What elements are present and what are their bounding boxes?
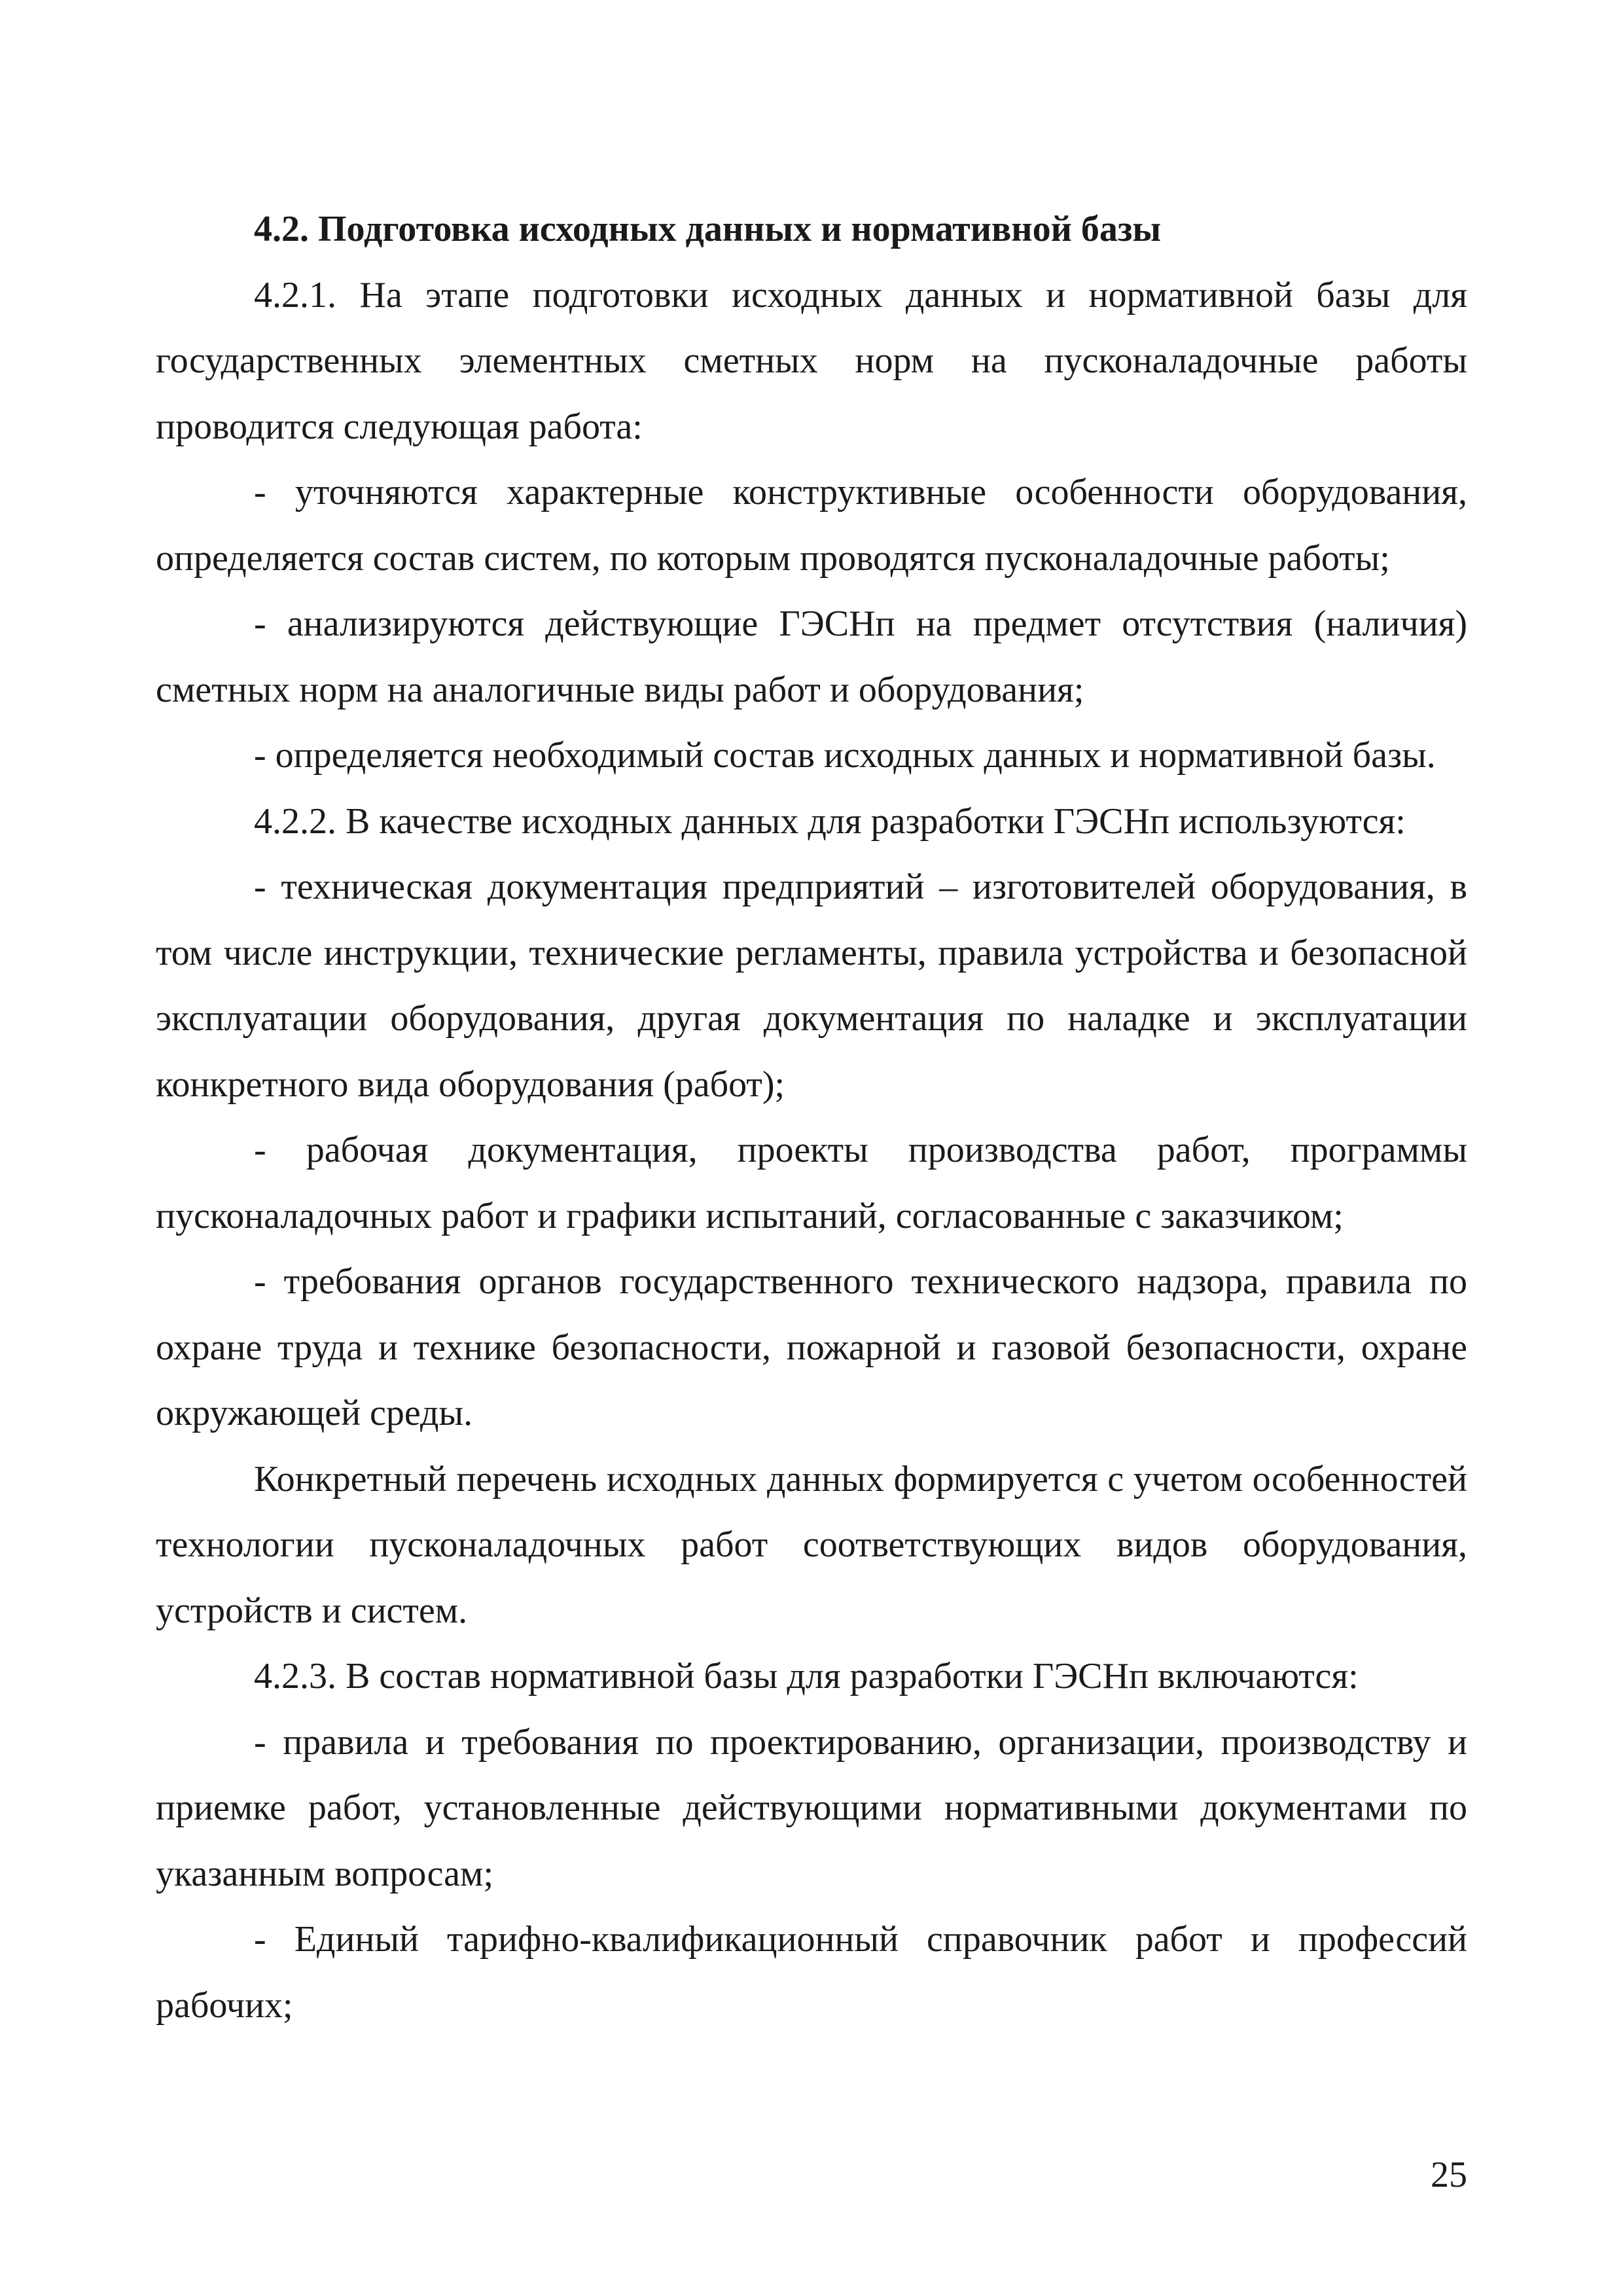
list-item-working-documentation: - рабочая документация, проекты производства работ, программы пусконаладочных работ и графики испытаний, согласованные с заказчиком; xyxy=(156,1130,1467,1236)
paragraph-4-2-1: 4.2.1. На этапе подготовки исходных данных и нормативной базы для государственных элементных сметных норм на пусконаладочные работы проводится следующая работа: xyxy=(156,274,1467,447)
paragraph-4-2-3: 4.2.3. В состав нормативной базы для разработки ГЭСНп включаются: xyxy=(254,1656,1359,1696)
list-item-determine-data: - определяется необходимый состав исходных данных и нормативной базы. xyxy=(254,735,1436,776)
section-heading: 4.2. Подготовка исходных данных и нормативной базы xyxy=(254,209,1162,249)
list-item-technical-documentation: - техническая документация предприятий – изготовителей оборудования, в том числе инструкции, технические регламенты, правила устройства и безопасной эксплуатации оборудования, другая документация по наладке и эксплуатации конкретного вида оборудования (работ); xyxy=(156,867,1467,1105)
list-item-supervision-requirements: - требования органов государственного технического надзора, правила по охране труда и технике безопасности, пожарной и газовой безопасности, охране окружающей среды. xyxy=(156,1261,1467,1433)
document-page xyxy=(156,196,1467,2038)
list-item-rules-requirements: - правила и требования по проектированию, организации, производству и приемке работ, установленные действующими нормативными документами по указанным вопросам; xyxy=(156,1721,1467,1894)
list-item-analyze-gesnp: - анализируются действующие ГЭСНп на предмет отсутствия (наличия) сметных норм на аналогичные виды работ и оборудования; xyxy=(156,603,1467,710)
list-item-tariff-handbook: - Единый тарифно-квалификационный справочник работ и профессий рабочих; xyxy=(156,1919,1467,2026)
paragraph-4-2-2: 4.2.2. В качестве исходных данных для разработки ГЭСНп используются: xyxy=(254,800,1406,842)
paragraph-specific-list: Конкретный перечень исходных данных формируется с учетом особенностей технологии пусконаладочных работ соответствующих видов оборудования, устройств и систем. xyxy=(156,1458,1467,1631)
list-item-equipment-features: - уточняются характерные конструктивные особенности оборудования, определяется состав систем, по которым проводятся пусконаладочные работы; xyxy=(156,472,1467,579)
page-number: 25 xyxy=(1431,2155,1467,2195)
